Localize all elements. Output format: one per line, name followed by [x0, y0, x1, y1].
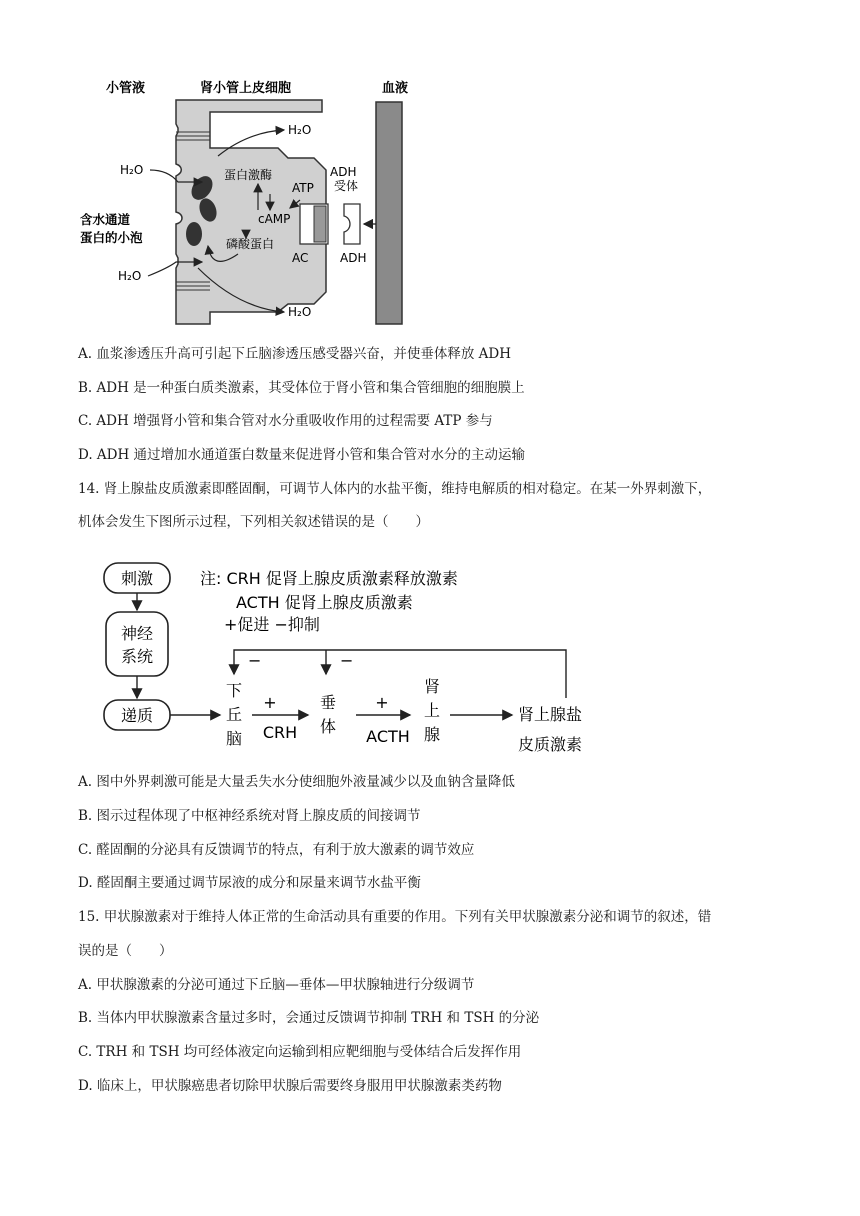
label-adh-receptor-1: ADH	[330, 165, 357, 179]
q15-option-a: A. 甲状腺激素的分泌可通过下丘脑—垂体—甲状腺轴进行分级调节	[78, 977, 475, 993]
pituitary-char: 体	[319, 717, 337, 736]
adrenal-char: 肾	[423, 677, 441, 696]
adrenal-char: 上	[423, 701, 441, 720]
hypothalamus-char: 下	[225, 681, 243, 700]
box-nervous-system	[106, 612, 168, 676]
label-phosphoprotein: 磷酸蛋白	[226, 237, 275, 251]
blood-vessel	[376, 102, 402, 324]
q13-option-a: A. 血浆渗透压升高可引起下丘脑渗透压感受器兴奋，并使垂体释放 ADH	[78, 346, 511, 362]
adenylate-cyclase	[314, 206, 326, 242]
q15-stem-line2: 误的是（ ）	[78, 943, 173, 959]
q14-stem-line2: 机体会发生下图所示过程，下列相关叙述错误的是（ ）	[78, 514, 429, 530]
crh-label: CRH	[262, 723, 298, 742]
label-atp: ATP	[292, 181, 314, 195]
q13-option-d: D. ADH 通过增加水通道蛋白数量来促进肾小管和集合管对水分的主动运输	[78, 447, 526, 463]
q14-stem-line1: 14. 肾上腺盐皮质激素即醛固酮，可调节人体内的水盐平衡，维持电解质的相对稳定。在某一外界刺激下，	[78, 481, 712, 497]
plus-sign: +	[375, 693, 389, 712]
box-transmitter-text: 递质	[120, 706, 154, 725]
q15-option-d: D. 临床上，甲状腺癌患者切除甲状腺后需要终身服用甲状腺激素类药物	[78, 1078, 502, 1094]
box-nervous-text-2: 系统	[120, 647, 154, 666]
aldosterone-text-1: 肾上腺盐	[518, 705, 583, 724]
q15-stem-line1: 15. 甲状腺激素对于维持人体正常的生命活动具有重要的作用。下列有关甲状腺激素分泌和调节的叙述，错	[78, 909, 712, 925]
label-adh-receptor-2: 受体	[334, 179, 359, 193]
q13-option-c: C. ADH 增强肾小管和集合管对水分重吸收作用的过程需要 ATP 参与	[78, 413, 493, 429]
note-line3: +促进 −抑制	[224, 615, 320, 634]
label-vesicle-2: 蛋白的小泡	[80, 230, 143, 245]
q15-option-c: C. TRH 和 TSH 均可经体液定向运输到相应靶细胞与受体结合后发挥作用	[78, 1044, 522, 1060]
aldosterone-regulation-figure	[100, 556, 620, 760]
plus-sign: +	[263, 693, 277, 712]
q15-option-b: B. 当体内甲状腺激素含量过多时，会通过反馈调节抑制 TRH 和 TSH 的分泌	[78, 1010, 540, 1026]
q14-option-b: B. 图示过程体现了中枢神经系统对肾上腺皮质的间接调节	[78, 808, 421, 824]
label-protein-kinase: 蛋白激酶	[224, 168, 273, 182]
box-stimulus-text: 刺激	[120, 569, 154, 588]
q14-option-c: C. 醛固酮的分泌具有反馈调节的特点，有利于放大激素的调节效应	[78, 842, 475, 858]
minus-sign: −	[340, 651, 354, 670]
note-line2: ACTH 促肾上腺皮质激素	[236, 593, 413, 612]
adh-mechanism-figure	[78, 72, 438, 328]
label-h2o: H₂O	[288, 123, 312, 137]
label-h2o: H₂O	[120, 163, 144, 177]
minus-sign: −	[248, 651, 262, 670]
adrenal-char: 腺	[423, 725, 441, 744]
label-blood: 血液	[382, 81, 409, 96]
q14-option-d: D. 醛固酮主要通过调节尿液的成分和尿量来调节水盐平衡	[78, 875, 421, 891]
label-vesicle-1: 含水通道	[80, 212, 131, 227]
box-nervous-text-1: 神经	[120, 624, 154, 643]
hypothalamus-char: 丘	[225, 705, 243, 724]
hypothalamus-char: 脑	[225, 729, 243, 748]
label-epithelial-cell: 肾小管上皮细胞	[200, 81, 292, 96]
q14-option-a: A. 图中外界刺激可能是大量丢失水分使细胞外液量减少以及血钠含量降低	[78, 774, 515, 790]
label-h2o: H₂O	[118, 269, 142, 283]
water-channel-vesicle	[186, 222, 202, 246]
adh-molecule	[344, 204, 360, 244]
label-ac: AC	[292, 251, 309, 265]
acth-label: ACTH	[366, 727, 410, 746]
aldosterone-text-2: 皮质激素	[518, 735, 583, 754]
q13-option-b: B. ADH 是一种蛋白质类激素，其受体位于肾小管和集合管细胞的细胞膜上	[78, 380, 525, 396]
label-h2o: H₂O	[288, 305, 312, 319]
label-adh: ADH	[340, 251, 367, 265]
label-tubule-fluid: 小管液	[106, 81, 146, 96]
label-camp: cAMP	[258, 212, 291, 226]
note-line1: 注: CRH 促肾上腺皮质激素释放激素	[200, 569, 458, 588]
pituitary-char: 垂	[319, 693, 337, 712]
